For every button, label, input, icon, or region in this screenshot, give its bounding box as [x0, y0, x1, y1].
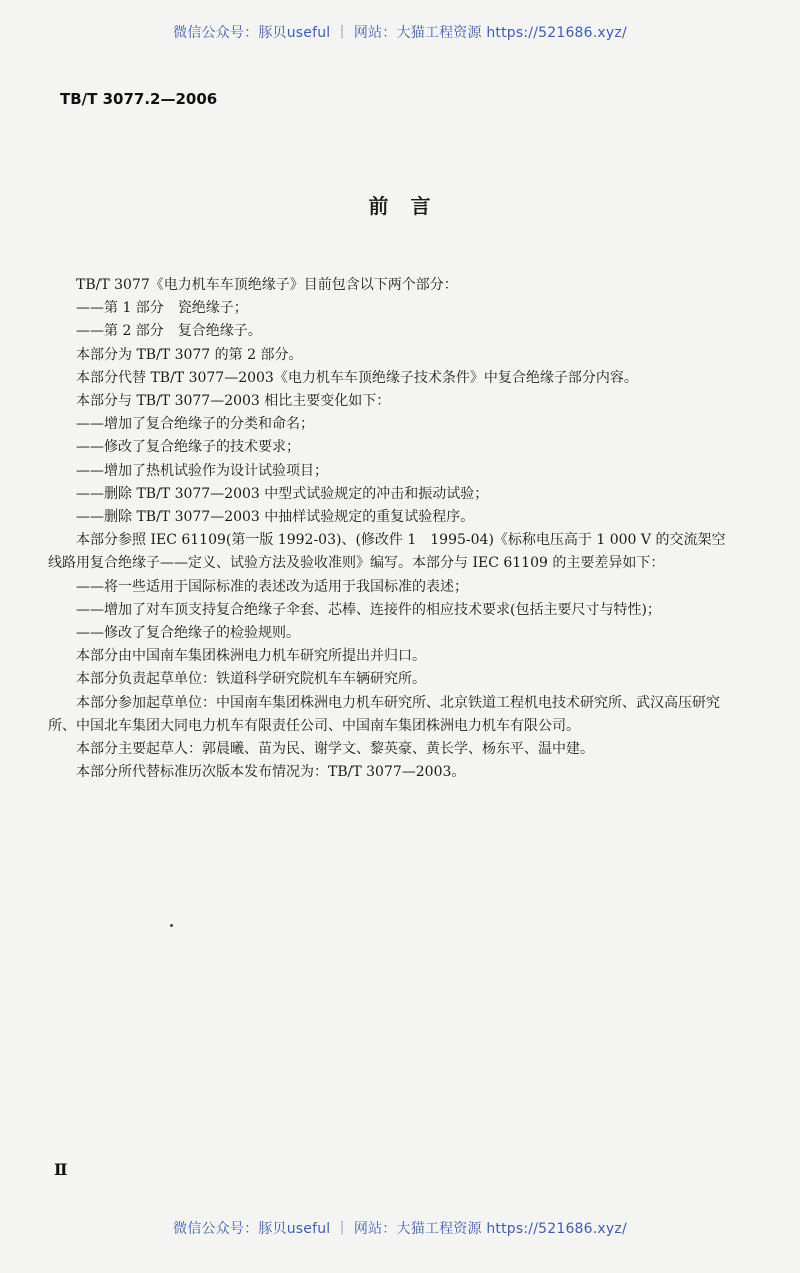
paragraph: 本部分参加起草单位：中国南车集团株洲电力机车研究所、北京铁道工程机电技术研究所、武汉高压研究所、中国北车集团大同电力机车有限责任公司、中国南车集团株洲电力机车有限公司。	[48, 694, 720, 734]
list-item: ——修改了复合绝缘子的检验规则。	[76, 625, 300, 642]
paragraph: 本部分所代替标准历次版本发布情况为：TB/T 3077—2003。	[76, 764, 466, 781]
standard-number: TB/T 3077.2—2006	[60, 90, 218, 108]
scan-speck	[170, 924, 173, 927]
list-item: ——第 2 部分 复合绝缘子。	[76, 323, 262, 340]
list-item: ——删除 TB/T 3077—2003 中抽样试验规定的重复试验程序。	[76, 509, 475, 526]
list-item: ——删除 TB/T 3077—2003 中型式试验规定的冲击和振动试验；	[76, 485, 489, 502]
watermark-header: 微信公众号：豚贝useful ｜ 网站：大猫工程资源 https://521686.xyz/	[173, 25, 627, 41]
list-item: ——增加了复合绝缘子的分类和命名；	[76, 416, 314, 433]
page-number: Ⅱ	[54, 1160, 68, 1179]
paragraph: 本部分为 TB/T 3077 的第 2 部分。	[76, 346, 303, 363]
watermark-footer: 微信公众号：豚贝useful ｜ 网站：大猫工程资源 https://521686.xyz/	[173, 1221, 627, 1237]
paragraph: 本部分由中国南车集团株洲电力机车研究所提出并归口。	[76, 648, 426, 665]
list-item: ——第 1 部分 瓷绝缘子；	[76, 300, 248, 317]
list-item: ——将一些适用于国际标准的表述改为适用于我国标准的表述；	[76, 578, 468, 595]
paragraph: 本部分代替 TB/T 3077—2003《电力机车车顶绝缘子技术条件》中复合绝缘子部分内容。	[76, 369, 638, 386]
list-item: ——增加了热机试验作为设计试验项目；	[76, 462, 328, 479]
paragraph: 本部分参照 IEC 61109(第一版 1992-03)、(修改件 1 1995-04)《标称电压高于 1 000 V 的交流架空线路用复合绝缘子——定义、试验方法及验收准则》编写。本部分与 IEC 61109 的主要差异如下：	[48, 532, 726, 572]
paragraph: TB/T 3077《电力机车车顶绝缘子》目前包含以下两个部分：	[76, 277, 458, 293]
foreword-body	[48, 274, 728, 784]
paragraph: 本部分负责起草单位：铁道科学研究院机车车辆研究所。	[76, 671, 426, 688]
paragraph: 本部分主要起草人：郭晨曦、苗为民、谢学文、黎英豪、黄长学、杨东平、温中建。	[76, 741, 594, 758]
list-item: ——增加了对车顶支持复合绝缘子伞套、芯棒、连接件的相应技术要求(包括主要尺寸与特性)；	[76, 601, 661, 618]
paragraph: 本部分与 TB/T 3077—2003 相比主要变化如下：	[76, 393, 391, 410]
page-title: 前 言	[368, 194, 432, 218]
list-item: ——修改了复合绝缘子的技术要求；	[76, 439, 300, 456]
